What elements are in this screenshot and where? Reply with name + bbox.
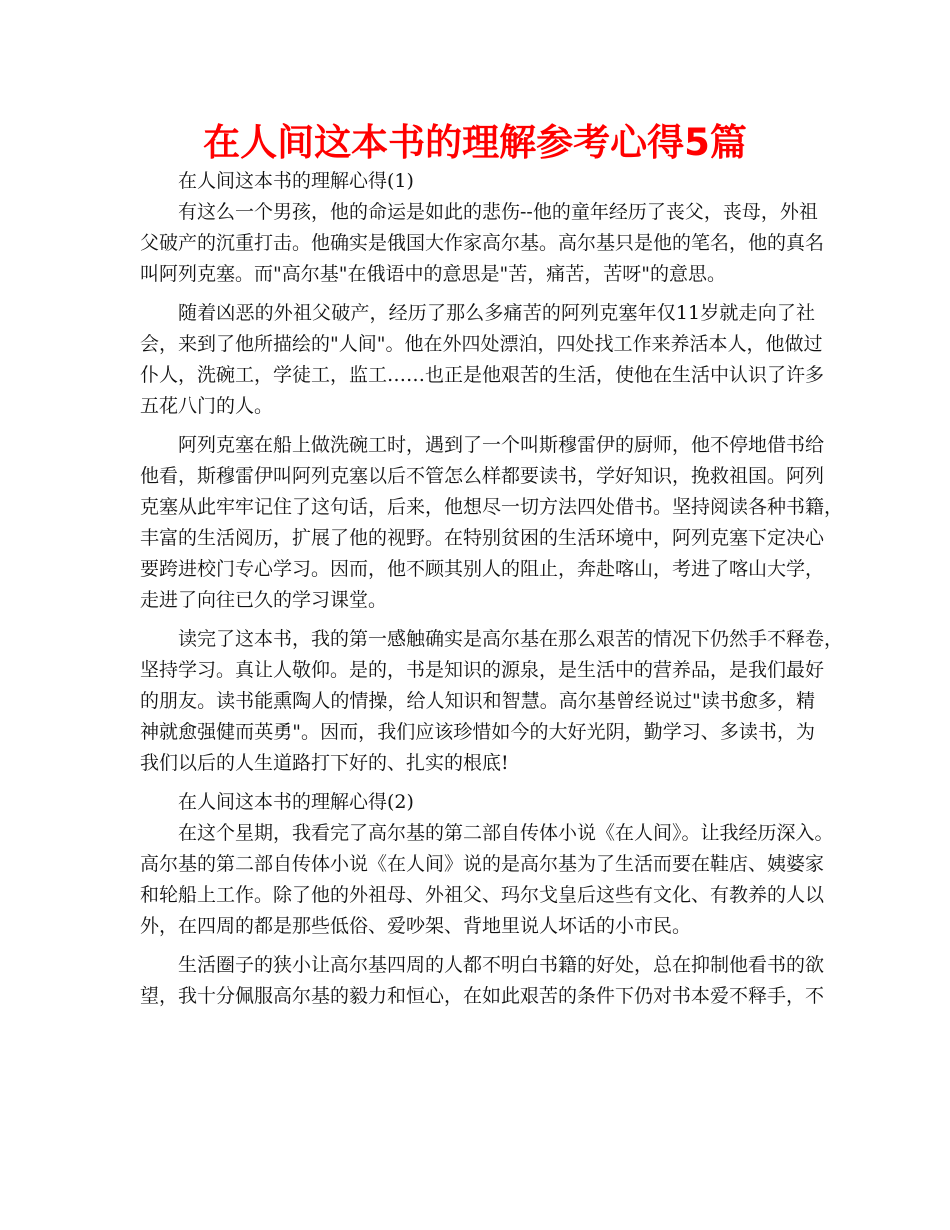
text-line: 有这么一个男孩，他的命运是如此的悲伤--他的童年经历了丧父，丧母，外祖 (178, 201, 818, 223)
paragraph-1 (140, 197, 825, 290)
text-line: 随着凶恶的外祖父破产，经历了那么多痛苦的阿列克塞年仅11岁就走向了社 (178, 302, 815, 324)
text-line: 五花八门的人。 (140, 395, 274, 417)
text-line: 坚持学习。真让人敬仰。是的，书是知识的源泉，是生活中的营养品，是我们最好 (140, 659, 825, 681)
text-line: 会，来到了他所描绘的"人间"。他在外四处漂泊，四处找工作来养活本人，他做过 (140, 333, 823, 355)
text-line: 我们以后的人生道路打下好的、扎实的根底! (140, 752, 509, 774)
document-title: 在人间这本书的理解参考心得5篇 (203, 121, 747, 164)
text-line: 阿列克塞在船上做洗碗工时，遇到了一个叫斯穆雷伊的厨师，他不停地借书给 (178, 434, 825, 456)
text-line: 在这个星期，我看完了高尔基的第二部自传体小说《在人间》。让我经历深入。 (178, 822, 834, 844)
text-line: 和轮船上工作。除了他的外祖母、外祖父、玛尔戈皇后这些有文化、有教养的人以 (140, 884, 825, 906)
text-line: 望，我十分佩服高尔基的毅力和恒心，在如此艰苦的条件下仍对书本爱不释手，不 (140, 985, 825, 1007)
text-line: 他看，斯穆雷伊叫阿列克塞以后不管怎么样都要读书，学好知识，挽救祖国。阿列 (140, 465, 825, 487)
text-line: 走进了向往已久的学习课堂。 (140, 589, 388, 611)
text-line: 高尔基的第二部自传体小说《在人间》说的是高尔基为了生活而要在鞋店、姨婆家 (140, 853, 825, 875)
text-line: 要跨进校门专心学习。因而，他不顾其别人的阻止，奔赴喀山，考进了喀山大学， (140, 558, 825, 580)
paragraph-2 (140, 298, 825, 422)
text-line: 外，在四周的都是那些低俗、爱吵架、背地里说人坏话的小市民。 (140, 915, 692, 937)
text-line: 克塞从此牢牢记住了这句话，后来，他想尽一切方法四处借书。坚持阅读各种书籍， (140, 496, 844, 518)
text-line: 读完了这本书，我的第一感触确实是高尔基在那么艰苦的情况下仍然手不释卷， (178, 628, 844, 650)
text-line: 仆人，洗碗工，学徒工，监工……也正是他艰苦的生活，使他在生活中认识了许多 (140, 364, 825, 386)
paragraph-4 (140, 624, 844, 779)
section-heading-1: 在人间这本书的理解心得(1) (178, 170, 414, 192)
paragraph-3 (140, 430, 844, 616)
text-line: 的朋友。读书能熏陶人的情操，给人知识和智慧。高尔基曾经说过"读书愈多，精 (140, 690, 815, 712)
text-line: 叫阿列克塞。而"高尔基"在俄语中的意思是"苦，痛苦，苦呀"的意思。 (140, 263, 726, 285)
text-line: 生活圈子的狭小让高尔基四周的人都不明白书籍的好处，总在抑制他看书的欲 (178, 954, 825, 976)
text-line: 父破产的沉重打击。他确实是俄国大作家高尔基。高尔基只是他的笔名，他的真名 (140, 232, 825, 254)
document-body (140, 166, 844, 1020)
text-line: 神就愈强健而英勇"。因而，我们应该珍惜如今的大好光阴，勤学习、多读书，为 (140, 721, 815, 743)
paragraph-6 (140, 950, 825, 1012)
paragraph-5 (140, 818, 834, 942)
text-line: 丰富的生活阅历，扩展了他的视野。在特别贫困的生活环境中，阿列克塞下定决心 (140, 527, 825, 549)
section-heading-2: 在人间这本书的理解心得(2) (178, 791, 414, 813)
